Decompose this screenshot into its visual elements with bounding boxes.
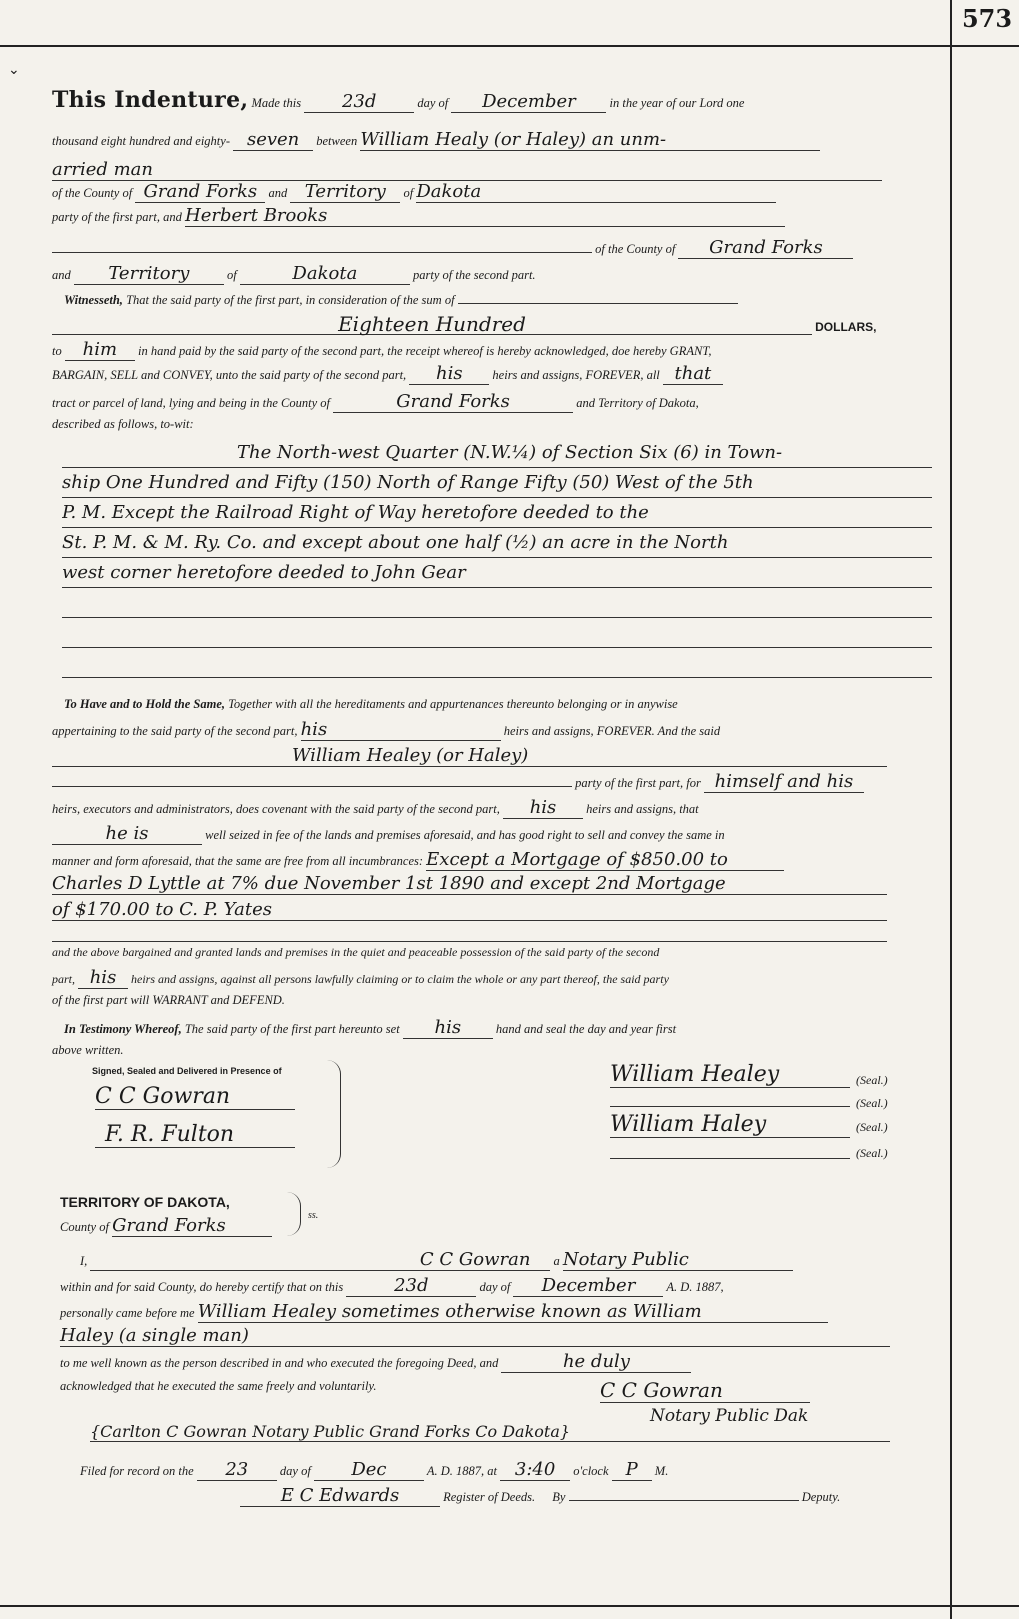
acknowledged-text: acknowledged that he executed the same freely and voluntarily. <box>60 1379 377 1393</box>
margin-line <box>950 0 952 1619</box>
grantor-signature-2: William Haley <box>610 1112 850 1138</box>
description-line: The North-west Quarter (N.W.¼) of Section Six (6) in Town- <box>62 438 932 468</box>
testimony-text-2: hand and seal the day and year first <box>495 1022 677 1036</box>
exception-1: Except a Mortgage of $850.00 to <box>426 850 784 871</box>
habendum-line-3 <box>52 746 887 767</box>
habendum-grantor-text: William Healey (or Haley) <box>292 745 529 766</box>
filing-at: at <box>487 1464 497 1478</box>
ack-day-of-label: day of <box>479 1280 511 1294</box>
seal-label-2: (Seal.) <box>856 1096 888 1110</box>
blank-line <box>458 303 738 304</box>
habendum-line-2 <box>52 720 720 741</box>
filing-time: 3:40 <box>500 1460 570 1481</box>
habendum-line-4 <box>52 772 864 793</box>
notary-signature-title: Notary Public Dak <box>650 1406 809 1426</box>
grantee-territory: Territory <box>74 264 224 285</box>
deputy-label: Deputy. <box>801 1490 841 1504</box>
of-label-2: of <box>227 268 237 282</box>
testimony-text-3: above written. <box>52 1043 124 1057</box>
testimony-line-1 <box>52 1018 676 1039</box>
heirs-text: heirs and assigns, FOREVER, all <box>492 368 660 382</box>
habendum-text-4: party of the first part, for <box>575 776 701 790</box>
tract-text: tract or parcel of land, lying and being in the County of <box>52 396 330 410</box>
blank-line <box>52 786 572 787</box>
testimony-line-2 <box>52 1042 124 1058</box>
exception-2: Charles D Lyttle at 7% due November 1st 1890 and except 2nd Mortgage <box>52 874 887 895</box>
dollars-label: DOLLARS, <box>815 320 877 334</box>
testimony-label: In Testimony Whereof, <box>64 1022 182 1036</box>
indenture-line-4 <box>52 182 776 203</box>
venue-county-line <box>60 1216 272 1237</box>
habendum-line-1 <box>52 696 678 712</box>
habendum-grantor <box>52 746 887 767</box>
deed-month: December <box>451 92 606 113</box>
venue-brace <box>286 1192 301 1236</box>
witnesseth-label: Witnesseth, <box>64 293 123 307</box>
filing-ad: A. D. 1887, <box>426 1464 485 1478</box>
he-duly: he duly <box>501 1352 691 1373</box>
habendum-his-3: his <box>78 968 128 989</box>
indenture-line-3 <box>52 160 882 181</box>
testimony-text: The said party of the first part hereunto set <box>184 1022 400 1036</box>
consideration-sum: Eighteen Hundred <box>52 314 812 335</box>
habendum-line-11 <box>52 944 659 960</box>
witnesseth-line-1 <box>52 292 738 308</box>
habendum-line-8 <box>52 874 887 895</box>
grantor-state: Dakota <box>416 182 776 203</box>
grantor-territory: Territory <box>290 182 400 203</box>
paid-text: in hand paid by the said party of the second part, the receipt whereof is hereby acknowledged, doe hereby GRANT, <box>137 344 712 358</box>
in-year-label: in the year of our Lord one <box>609 96 745 110</box>
paid-to: him <box>65 340 135 361</box>
seal-label-4: (Seal.) <box>856 1146 888 1160</box>
seal-label-1: (Seal.) <box>856 1073 888 1087</box>
grantee-state: Dakota <box>240 264 410 285</box>
habendum-his: his <box>301 720 501 741</box>
blank-line <box>52 941 887 942</box>
margin-mark: ⌄ <box>8 63 20 78</box>
filed-label: Filed for record on the <box>80 1464 194 1478</box>
ack-day: 23d <box>346 1276 476 1297</box>
thousand-label: thousand eight hundred and eighty- <box>52 134 230 148</box>
description-line: ship One Hundred and Fifty (150) North of Range Fifty (50) West of the 5th <box>62 468 932 498</box>
habendum-line-13 <box>52 992 285 1008</box>
filing-day: 23 <box>197 1460 277 1481</box>
venue-county: Grand Forks <box>112 1216 272 1237</box>
indenture-line-7 <box>52 264 536 285</box>
seal-label-3: (Seal.) <box>856 1120 888 1134</box>
grantee-county: Grand Forks <box>678 238 853 259</box>
made-this-label: Made this <box>251 96 302 110</box>
habendum-label: To Have and to Hold the Same, <box>64 697 225 711</box>
a-label: a <box>553 1254 560 1268</box>
tract-county: Grand Forks <box>333 392 573 413</box>
ack-line-6 <box>60 1378 376 1394</box>
blank-line <box>52 252 592 253</box>
deputy-line <box>569 1500 799 1501</box>
habendum-he-is: he is <box>52 824 202 845</box>
page-number: 573 <box>961 4 1013 33</box>
signature-line-2 <box>610 1106 850 1107</box>
description-line: P. M. Except the Railroad Right of Way heretofore deeded to the <box>62 498 932 528</box>
ack-line-5 <box>60 1352 691 1373</box>
description-line: St. P. M. & M. Ry. Co. and except about one half (½) an acre in the North <box>62 528 932 558</box>
habendum-text-3: heirs and assigns, FOREVER. And the said <box>503 724 721 738</box>
habendum-text-9: and the above bargained and granted lands and premises in the quiet and peaceable possession of the said party of the second <box>52 945 660 959</box>
and-label: and <box>268 186 288 200</box>
and-label-2: and <box>52 268 71 282</box>
filing-line-1 <box>80 1460 668 1481</box>
indenture-line-6 <box>52 238 853 259</box>
filing-pm: P <box>612 1460 652 1481</box>
of-county-label: of the County of <box>52 186 133 200</box>
witnesseth-line-5 <box>52 392 699 413</box>
day-of-label: day of <box>417 96 449 110</box>
ack-line-4 <box>60 1326 890 1347</box>
ack-person-cont: Haley (a single man) <box>60 1326 890 1347</box>
description-line <box>62 588 932 618</box>
description-line <box>62 618 932 648</box>
grantor-name-cont: arried man <box>52 160 882 181</box>
deed-day: 23d <box>304 92 414 113</box>
ack-ad: A. D. 1887, <box>666 1280 724 1294</box>
bargain-his: his <box>409 364 489 385</box>
register-signature: E C Edwards <box>240 1486 440 1507</box>
indenture-line-5 <box>52 206 785 227</box>
witnesseth-line-2 <box>52 314 876 335</box>
notary-name: C C Gowran <box>90 1250 550 1271</box>
habendum-line-12 <box>52 968 669 989</box>
habendum-text-10: heirs and assigns, against all persons lawfully claiming or to claim the whole or any part thereof, the said party <box>131 972 669 986</box>
habendum-line-9 <box>52 900 887 921</box>
grantee-name: Herbert Brooks <box>185 206 785 227</box>
i-label: I, <box>80 1254 88 1268</box>
exception-3: of $170.00 to C. P. Yates <box>52 900 887 921</box>
description-line: west corner heretofore deeded to John Gear <box>62 558 932 588</box>
testimony-his: his <box>403 1018 493 1039</box>
filing-month: Dec <box>314 1460 424 1481</box>
ack-person: William Healey sometimes otherwise known as William <box>198 1302 828 1323</box>
known-text: to me well known as the person described in and who executed the foregoing Deed, and <box>60 1356 499 1370</box>
witness-2: F. R. Fulton <box>95 1122 295 1148</box>
ack-line-3 <box>60 1302 828 1323</box>
ack-line-1 <box>80 1250 793 1271</box>
notary-title: Notary Public <box>563 1250 793 1271</box>
witness-1: C C Gowran <box>95 1084 295 1110</box>
filing-line-2 <box>240 1486 840 1507</box>
habendum-text-2: appertaining to the said party of the second part, <box>52 724 298 738</box>
witnesseth-line-4 <box>52 364 723 385</box>
habendum-text-7: well seized in fee of the lands and premises aforesaid, and has good right to sell and convey the same in <box>205 828 725 842</box>
of-county-label-2: of the County of <box>595 242 676 256</box>
bottom-rule <box>0 1605 1019 1607</box>
deed-year-word: seven <box>233 130 313 151</box>
of-label: of <box>403 186 414 200</box>
described-label: described as follows, to-wit: <box>52 417 194 431</box>
witnesseth-line-6 <box>52 416 194 432</box>
bargain-that: that <box>663 364 723 385</box>
personally-text: personally came before me <box>60 1306 195 1320</box>
habendum-line-5 <box>52 798 699 819</box>
county-of-label: County of <box>60 1220 109 1234</box>
indenture-heading: This Indenture, <box>52 87 249 113</box>
top-rule <box>0 45 1019 47</box>
habendum-part-label: part, <box>52 972 76 986</box>
description-line <box>62 648 932 678</box>
habendum-text-11: of the first part will WARRANT and DEFEND. <box>52 993 285 1007</box>
witnesseth-text: That the said party of the first part, in consideration of the sum of <box>126 293 455 307</box>
land-description <box>62 438 932 678</box>
by-label: By <box>552 1490 566 1504</box>
within-text: within and for said County, do hereby certify that on this <box>60 1280 344 1294</box>
filing-m: M. <box>654 1464 669 1478</box>
habendum-line-6 <box>52 824 725 845</box>
habendum-his-2: his <box>503 798 583 819</box>
grantor-signature-1: William Healey <box>610 1062 850 1088</box>
habendum-line-7 <box>52 850 784 871</box>
filing-oclock: o'clock <box>573 1464 609 1478</box>
between-label: between <box>316 134 358 148</box>
register-label: Register of Deeds. <box>443 1490 536 1504</box>
indenture-line-1 <box>52 87 745 113</box>
ack-line-2 <box>60 1276 724 1297</box>
habendum-text-8: manner and form aforesaid, that the same are free from all incumbrances: <box>52 854 424 868</box>
ss-label: ss. <box>308 1210 319 1221</box>
grantor-name: William Healy (or Haley) an unm- <box>360 130 820 151</box>
ack-month: December <box>513 1276 663 1297</box>
grantor-county: Grand Forks <box>135 182 265 203</box>
to-label: to <box>52 344 62 358</box>
notary-stamp: {Carlton C Gowran Notary Public Grand Forks Co Dakota} <box>90 1422 890 1442</box>
party-second-label: party of the second part. <box>412 268 536 282</box>
witnesseth-line-3 <box>52 340 711 361</box>
witness-heading: Signed, Sealed and Delivered in Presence of <box>92 1066 282 1076</box>
signature-line-4 <box>610 1158 850 1159</box>
habendum-text-6: heirs and assigns, that <box>586 802 699 816</box>
territory-text: and Territory of Dakota, <box>576 396 699 410</box>
notary-signature: C C Gowran <box>600 1378 810 1403</box>
filing-day-of-label: day of <box>279 1464 311 1478</box>
habendum-text-5: heirs, executors and administrators, does covenant with the said party of the second part, <box>52 802 500 816</box>
habendum-himself: himself and his <box>704 772 864 793</box>
witness-brace <box>320 1060 341 1168</box>
venue-territory: TERRITORY OF DAKOTA, <box>60 1194 230 1210</box>
habendum-text-1: Together with all the hereditaments and appurtenances thereunto belonging or in anywise <box>228 697 678 711</box>
bargain-text: BARGAIN, SELL and CONVEY, unto the said party of the second part, <box>52 368 407 382</box>
party-first-label: party of the first part, and <box>52 210 182 224</box>
indenture-line-2 <box>52 130 820 151</box>
